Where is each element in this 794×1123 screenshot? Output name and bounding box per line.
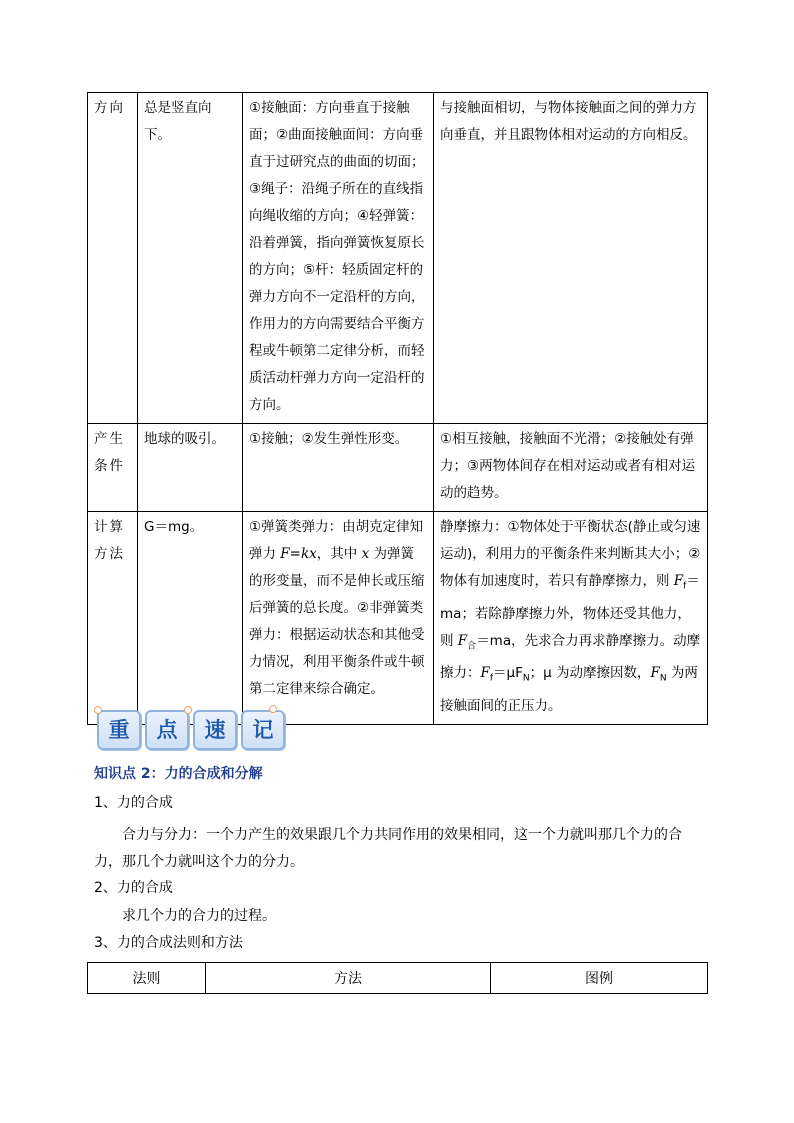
table-row-condition [88, 424, 708, 512]
friction-cell: 与接触面相切，与物体接触面之间的弹力方向垂直，并且跟物体相对运动的方向相反。 [434, 93, 708, 424]
formula-rhs: ＝μF [493, 665, 523, 682]
forces-table [87, 92, 708, 725]
badge-char-text: 速 [204, 718, 226, 742]
elastic-text-b: ，其中 [316, 546, 362, 562]
elastic-cell [243, 512, 434, 725]
friction-cell: ①相互接触，接触面不光滑；②接触处有弹力；③两物体间存在相对运动或者有相对运动的趋势。 [434, 424, 708, 512]
elastic-text-a: ①弹簧类弹力：由胡克定律知弹力 [249, 519, 424, 562]
badge-char-text: 记 [252, 718, 274, 742]
header-method: 方法 [206, 963, 491, 994]
row-label: 计算方法 [88, 512, 138, 725]
elastic-cell: ①接触面：方向垂直于接触面；②曲面接触面间：方向垂直于过研究点的曲面的切面；③绳子：沿绳子所在的直线指向绳收缩的方向；④轻弹簧：沿着弹簧，指向弹簧恢复原长的方向；⑤杆：轻质固定杆的弹力方向不一定沿杆的方向，作用力的方向需要结合平衡方程或牛顿第二定律分析，而轻质活动杆弹力方向一定沿杆的方向。 [243, 93, 434, 424]
gravity-cell: G＝mg。 [138, 512, 243, 725]
formula-symbol: F [650, 665, 660, 682]
table-row-direction [88, 93, 708, 424]
item3-title: 3、力的合成法则和方法 [94, 935, 243, 951]
formula-subscript: N [659, 674, 667, 685]
formula-subscript: f [489, 674, 494, 685]
formula-subscript: f [683, 581, 687, 592]
friction-text-c: ，先求合力再求静摩擦力。动摩擦力： [440, 632, 701, 682]
elastic-variable: x [361, 546, 370, 562]
badge-char [145, 710, 189, 750]
hooke-formula: F=kx [280, 546, 317, 562]
header-diagram: 图例 [491, 963, 708, 994]
table-row-calculation [88, 512, 708, 725]
formula-rhs: ＝ma [440, 573, 700, 622]
formula-symbol: F [480, 665, 490, 682]
row-label: 产生条件 [88, 424, 138, 512]
key-points-badge [97, 706, 285, 750]
gravity-cell: 总是竖直向下。 [138, 93, 243, 424]
elastic-cell: ①接触；②发生弹性形变。 [243, 424, 434, 512]
item2-title: 2、力的合成 [94, 880, 173, 896]
formula-symbol: F [457, 632, 468, 649]
item2-text: 求几个力的合力的过程。 [122, 908, 276, 924]
formula-rhs: ＝ma [476, 632, 512, 649]
badge-char [97, 710, 141, 750]
friction-text-a: 静摩擦力：①物体处于平衡状态(静止或匀速运动)，利用力的平衡条件来判断其大小；②物体有加速度时，若只有静摩擦力，则 [440, 519, 701, 589]
friction-text-d: ；μ 为动摩擦因数， [529, 665, 651, 682]
dot-icon [184, 706, 192, 714]
friction-text-e: 为两接触面间的正压力。 [440, 665, 698, 715]
friction-cell [434, 512, 708, 725]
formula-subscript: 合 [467, 641, 477, 652]
row-label: 方向 [88, 93, 138, 424]
badge-char [193, 710, 237, 750]
section-heading: 知识点 2：力的合成和分解 [94, 766, 263, 782]
table-header-row [88, 963, 708, 994]
formula-subscript: N [522, 674, 530, 685]
item1-text: 合力与分力：一个力产生的效果跟几个力共同作用的效果相同，这一个力就叫那几个力的合力，那几个力就叫这个力的分力。 [94, 827, 682, 870]
dot-icon [269, 705, 277, 713]
badge-char-text: 点 [156, 718, 178, 742]
formula-symbol: F [673, 573, 684, 589]
header-rule: 法则 [88, 963, 206, 994]
elastic-text-c: 为弹簧的形变量，而不是伸长或压缩后弹簧的总长度。②非弹簧类弹力：根据运动状态和其他受力情况，利用平衡条件或牛顿第二定律来综合确定。 [249, 546, 425, 697]
gravity-cell: 地球的吸引。 [138, 424, 243, 512]
badge-char [241, 710, 285, 750]
dot-icon [94, 706, 102, 714]
friction-text-b: ；若除静摩擦力外，物体还受其他力，则 [440, 605, 691, 649]
badge-char-text: 重 [108, 718, 130, 742]
composition-table [87, 962, 708, 994]
item1-title: 1、力的合成 [94, 795, 173, 811]
